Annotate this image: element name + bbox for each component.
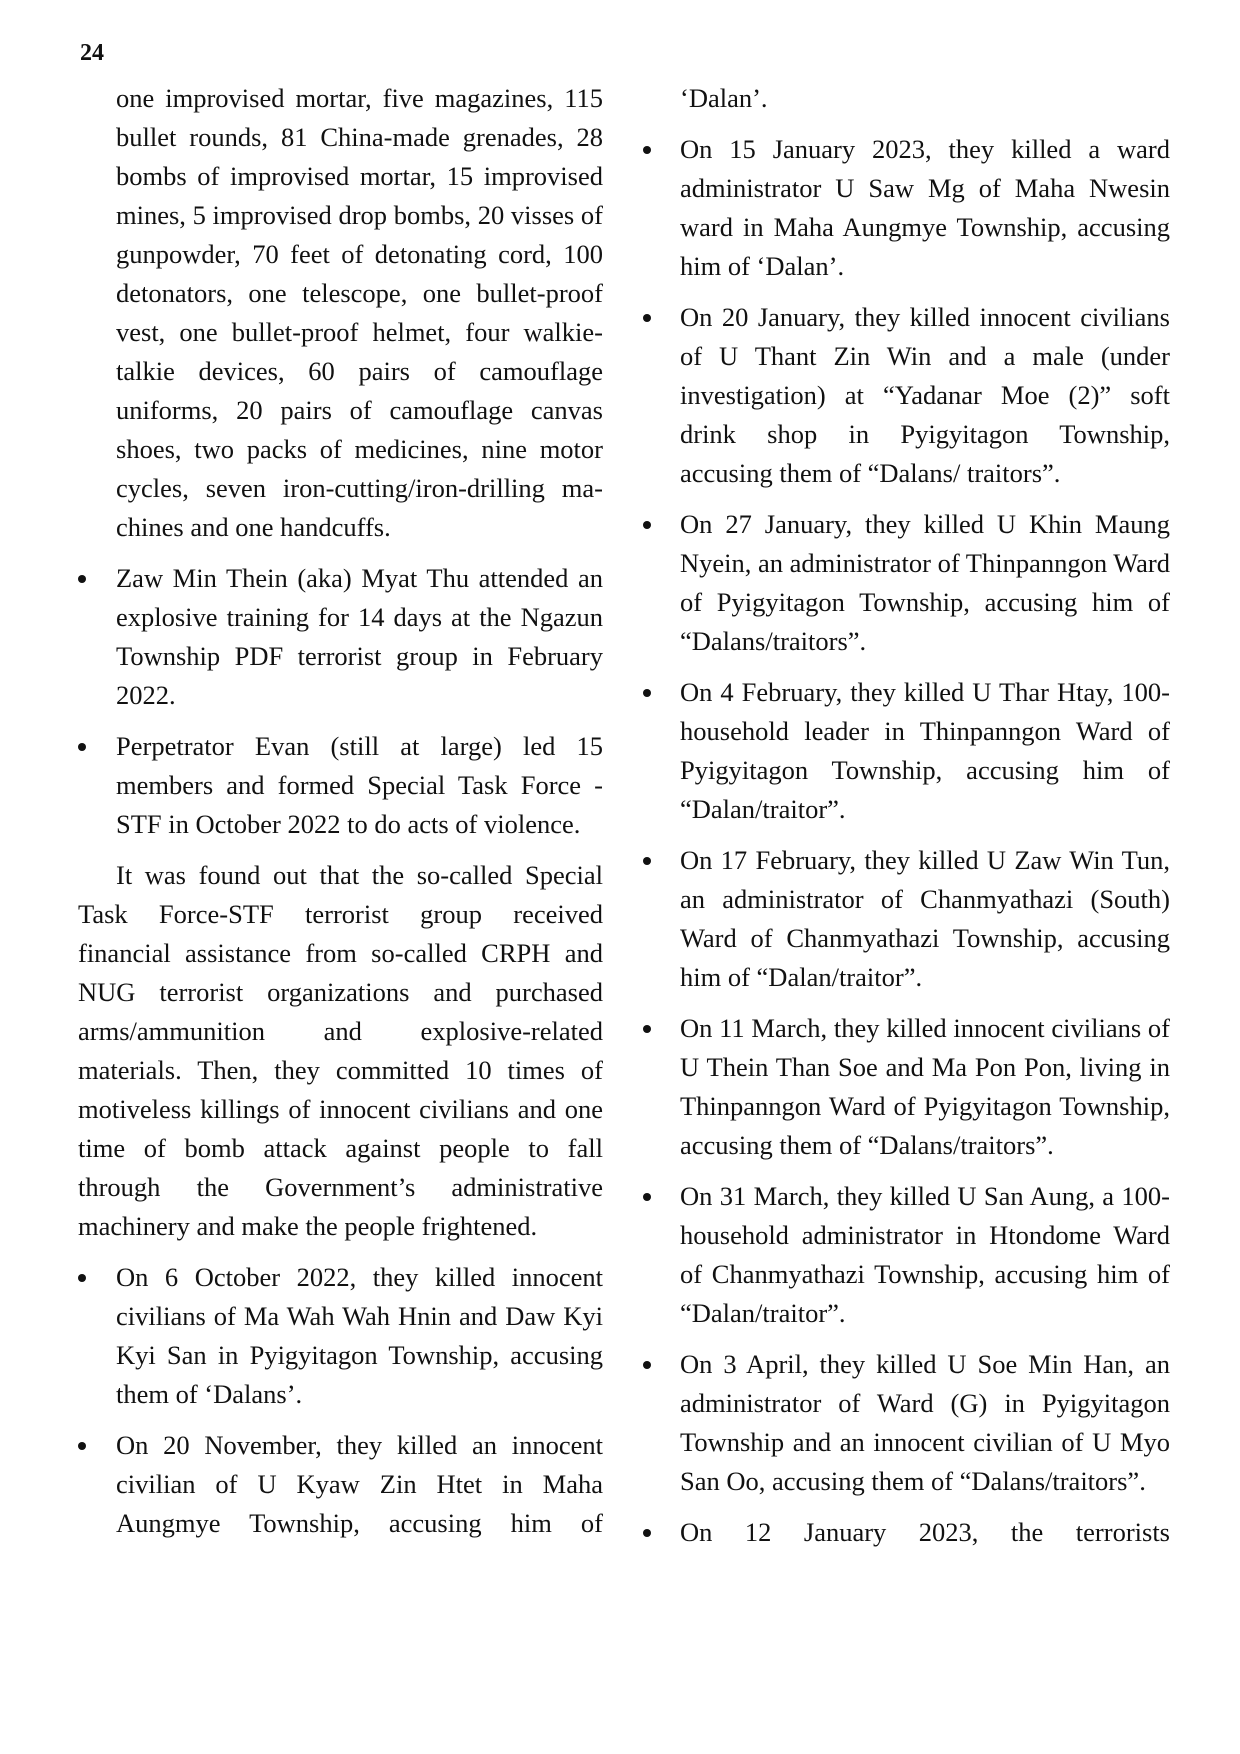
bullet-icon [78,575,86,583]
list-item [640,841,1170,997]
bullet-list-a [78,559,603,844]
bullet-icon [78,1274,86,1282]
list-item [640,1513,1170,1552]
list-item-text: On 4 February, they killed U Thar Htay, 100-household leader in Thinpanngon Ward of Pyigyitagon Township, accusing him of “Dalan/traitor”. [680,677,1170,824]
list-item [640,1345,1170,1501]
list-item [78,559,603,715]
list-item-text: On 12 January 2023, the terrorists [680,1517,1170,1547]
body-paragraph: It was found out that the so-called Special Task Force-STF terrorist group received financial assistance from so-called CRPH and NUG terrorist organizations and purchased arms/ammunition and explosive-related materials. Then, they committed 10 times of motiveless killings of innocent civilians and one time of bomb attack against people to fall through the Government’s administrative machinery and make the people frightened. [78,860,603,1241]
continued-list-item-text: one improvised mortar, five magazines, 115 bullet rounds, 81 China-made grenades, 28 bombs of improvised mortar, 15 improvised mines, 5 improvised drop bombs, 20 visses of gunpowder, 70 feet of detonating cord, 100 detonators, one telescope, one bullet-proof vest, one bullet-proof helmet, four walkie-talkie devices, 60 pairs of camouflage uniforms, 20 pairs of camouflage canvas shoes, two packs of medicines, nine motor cycles, seven iron-cutting/iron-drilling machines and one handcuffs. [116,83,603,542]
list-item-text: On 20 November, they killed an innocent civilian of U Kyaw Zin Htet in Maha Aungmye Township, accusing him of [116,1430,603,1538]
list-item [640,505,1170,661]
bullet-list-b [78,1258,603,1543]
bullet-icon [643,1361,651,1369]
bullet-icon [643,857,651,865]
continued-list-item-text: ‘Dalan’. [680,83,768,113]
left-column [78,79,603,1555]
list-item-text: On 31 March, they killed U San Aung, a 100-household administrator in Htondome Ward of Chanmyathazi Township, accusing him of “Dalan/traitor”. [680,1181,1170,1328]
list-item-text: On 11 March, they killed innocent civilians of U Thein Than Soe and Ma Pon Pon, living in Thinpanngon Ward of Pyigyitagon Township, accusing them of “Dalans/traitors”. [680,1013,1170,1160]
list-item [78,727,603,844]
bullet-icon [643,689,651,697]
list-item-text: On 15 January 2023, they killed a ward administrator U Saw Mg of Maha Nwesin ward in Maha Aungmye Township, accusing him of ‘Dalan’. [680,134,1170,281]
bullet-icon [78,743,86,751]
bullet-icon [643,314,651,322]
list-item [640,1009,1170,1165]
bullet-icon [643,1025,651,1033]
bullet-icon [643,146,651,154]
list-item-text: Perpetrator Evan (still at large) led 15 members and formed Special Task Force -STF in October 2022 to do acts of violence. [116,731,603,839]
page-number: 24 [80,40,104,66]
list-item-text: On 3 April, they killed U Soe Min Han, an administrator of Ward (G) in Pyigyitagon Township and an innocent civilian of U Myo San Oo, accusing them of “Dalans/traitors”. [680,1349,1170,1496]
bullet-icon [643,1193,651,1201]
list-item [640,298,1170,493]
bullet-icon [643,521,651,529]
list-item-text: On 6 October 2022, they killed innocent civilians of Ma Wah Wah Hnin and Daw Kyi Kyi San in Pyigyitagon Township, accusing them of ‘Dalans’. [116,1262,603,1409]
list-item-text: Zaw Min Thein (aka) Myat Thu attended an explosive training for 14 days at the Ngazun Township PDF terrorist group in February 2022. [116,563,603,710]
list-item [640,673,1170,829]
list-item-text: On 27 January, they killed U Khin Maung Nyein, an administrator of Thinpanngon Ward of Pyigyitagon Township, accusing him of “Dalans/traitors”. [680,509,1170,656]
list-item [640,130,1170,286]
bullet-list-right [640,130,1170,1552]
bullet-icon [643,1529,651,1537]
list-item-text: On 17 February, they killed U Zaw Win Tun, an administrator of Chanmyathazi (South) Ward of Chanmyathazi Township, accusing him of “Dalan/traitor”. [680,845,1170,992]
list-item-text: On 20 January, they killed innocent civilians of U Thant Zin Win and a male (under investigation) at “Yadanar Moe (2)” soft drink shop in Pyigyitagon Township, accusing them of “Dalans/ traitors”. [680,302,1170,488]
bullet-icon [78,1442,86,1450]
list-item [78,1426,603,1543]
right-column [640,79,1170,1564]
list-item [78,1258,603,1414]
list-item [640,1177,1170,1333]
